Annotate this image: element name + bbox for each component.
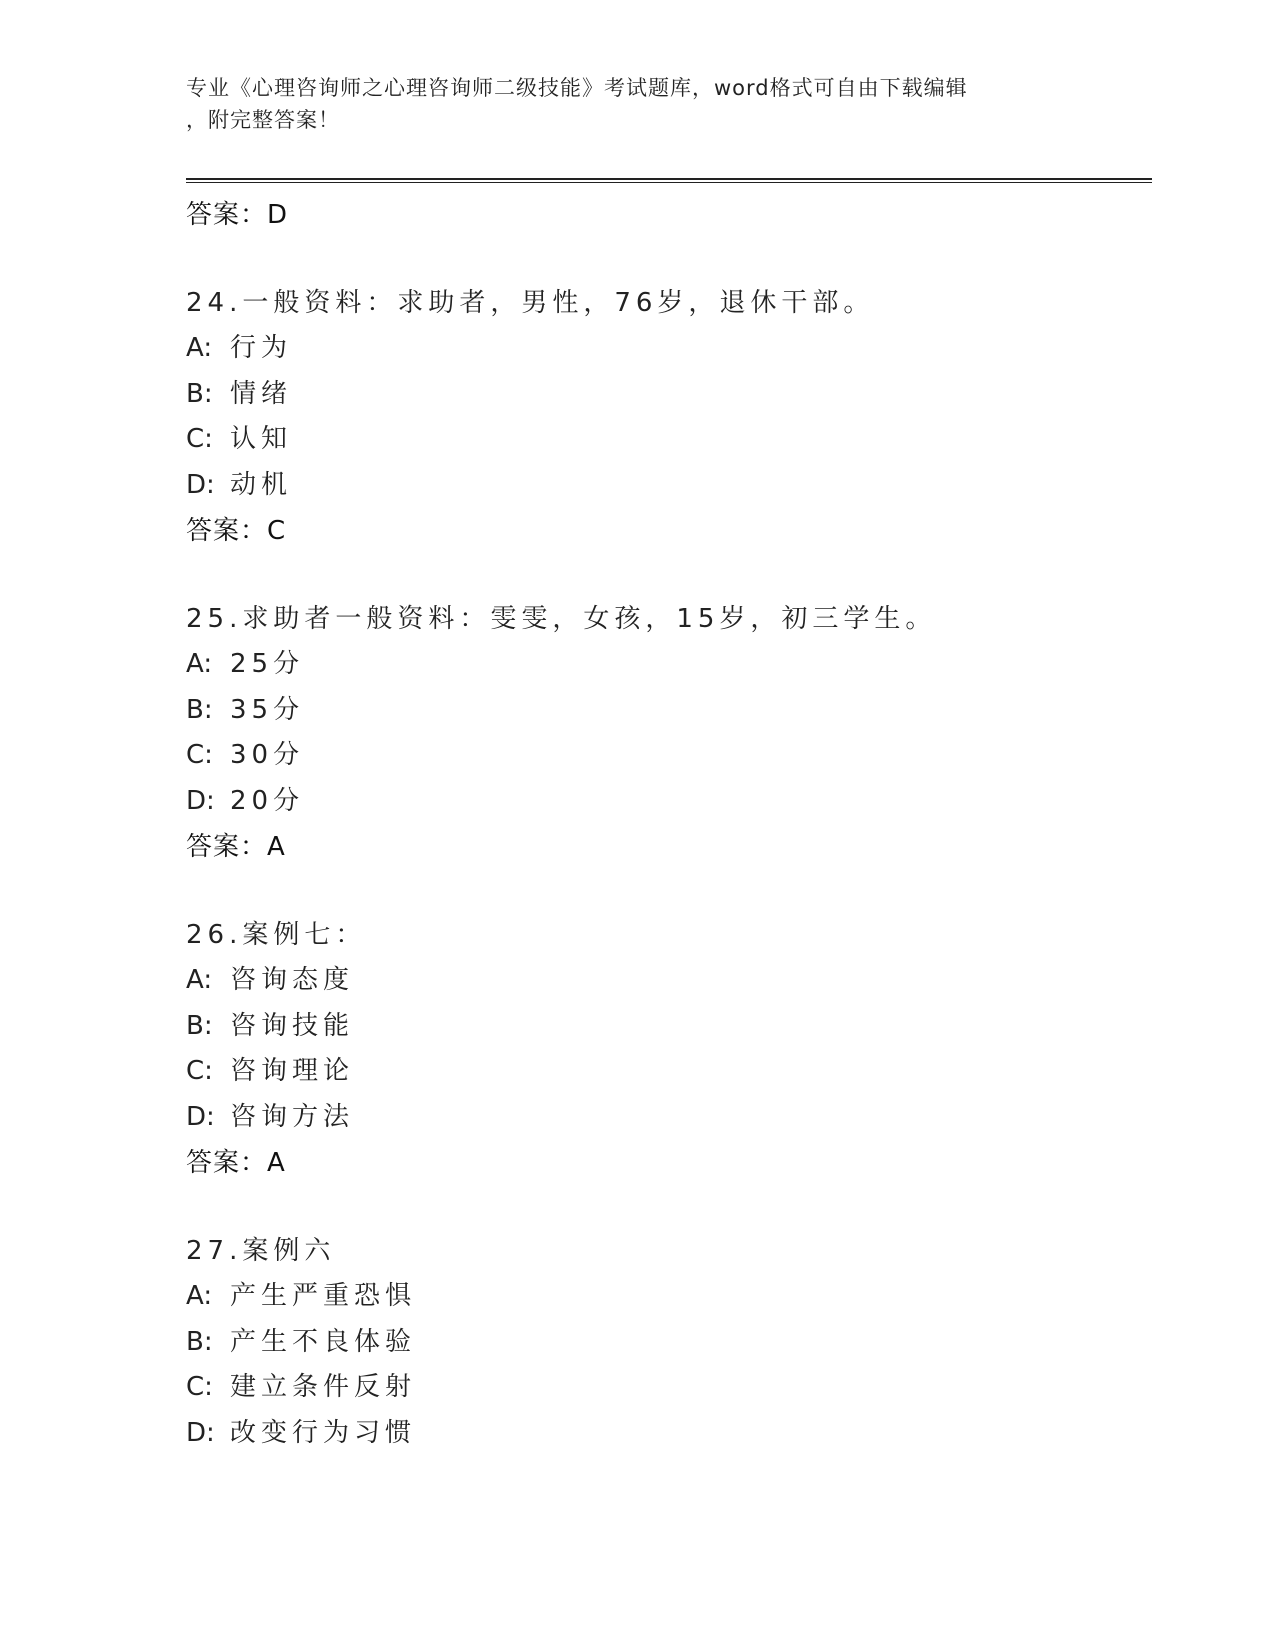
option-b: [186, 688, 1146, 734]
option-c: [186, 1049, 1146, 1095]
option-key: A:: [186, 965, 213, 995]
option-a: [186, 326, 1146, 372]
option-key: D:: [186, 1417, 215, 1448]
header-divider-thin: [186, 182, 1152, 183]
option-key: C:: [186, 1056, 213, 1086]
option-c: [186, 733, 1146, 779]
option-key: C:: [186, 740, 213, 770]
option-text: 动机: [230, 469, 293, 500]
option-key: A:: [186, 1281, 213, 1311]
question-list: [186, 192, 1146, 1456]
header-line-1: 专业《心理咨询师之心理咨询师二级技能》考试题库，word格式可自由下载编辑: [186, 76, 968, 100]
option-b: [186, 1320, 1146, 1366]
option-a: [186, 1274, 1146, 1320]
header-divider-thick: [186, 178, 1152, 180]
option-text: 25分: [230, 649, 305, 679]
option-text: 产生不良体验: [230, 1326, 417, 1357]
option-d: [186, 463, 1146, 509]
option-text: 产生严重恐惧: [230, 1281, 417, 1311]
question-block-24: [186, 281, 1146, 554]
option-text: 建立条件反射: [230, 1372, 417, 1402]
header-line-2: ，附完整答案！: [186, 108, 340, 132]
question-text: 25.求助者一般资料：雯雯，女孩，15岁，初三学生。: [186, 604, 937, 634]
question-block-26: [186, 913, 1146, 1186]
option-text: 情绪: [230, 378, 293, 409]
option-a: [186, 958, 1146, 1004]
question-text: 26.案例七：: [186, 920, 367, 950]
option-a: [186, 642, 1146, 688]
option-b: [186, 372, 1146, 418]
option-text: 行为: [230, 333, 293, 363]
option-text: 改变行为习惯: [230, 1417, 417, 1448]
option-c: [186, 1365, 1146, 1411]
option-key: D:: [186, 469, 215, 500]
option-d: [186, 1095, 1146, 1141]
option-key: B:: [186, 378, 213, 409]
option-text: 认知: [230, 424, 293, 454]
option-text: 20分: [230, 785, 305, 816]
question-text: 27.案例六: [186, 1236, 336, 1266]
answer-line: 答案：A: [186, 832, 286, 862]
option-key: B:: [186, 1010, 213, 1041]
option-d: [186, 1411, 1146, 1457]
option-text: 咨询态度: [230, 965, 355, 995]
document-header: [186, 72, 1066, 136]
answer-line: 答案：D: [186, 200, 289, 230]
option-b: [186, 1004, 1146, 1050]
option-key: C:: [186, 424, 213, 454]
option-c: [186, 417, 1146, 463]
option-key: A:: [186, 649, 213, 679]
option-d: [186, 779, 1146, 825]
option-key: C:: [186, 1372, 213, 1402]
question-block-25: [186, 597, 1146, 870]
option-key: B:: [186, 694, 213, 725]
question-block-27: [186, 1229, 1146, 1456]
option-text: 30分: [230, 740, 305, 770]
option-text: 咨询方法: [230, 1101, 355, 1132]
option-key: D:: [186, 785, 215, 816]
option-text: 咨询理论: [230, 1056, 355, 1086]
answer-line: 答案：A: [186, 1148, 286, 1178]
question-text: 24.一般资料：求助者，男性，76岁，退休干部。: [186, 288, 875, 318]
option-key: B:: [186, 1326, 213, 1357]
answer-line: 答案：C: [186, 516, 287, 546]
option-text: 咨询技能: [230, 1010, 355, 1041]
option-key: D:: [186, 1101, 215, 1132]
option-text: 35分: [230, 694, 305, 725]
option-key: A:: [186, 333, 213, 363]
